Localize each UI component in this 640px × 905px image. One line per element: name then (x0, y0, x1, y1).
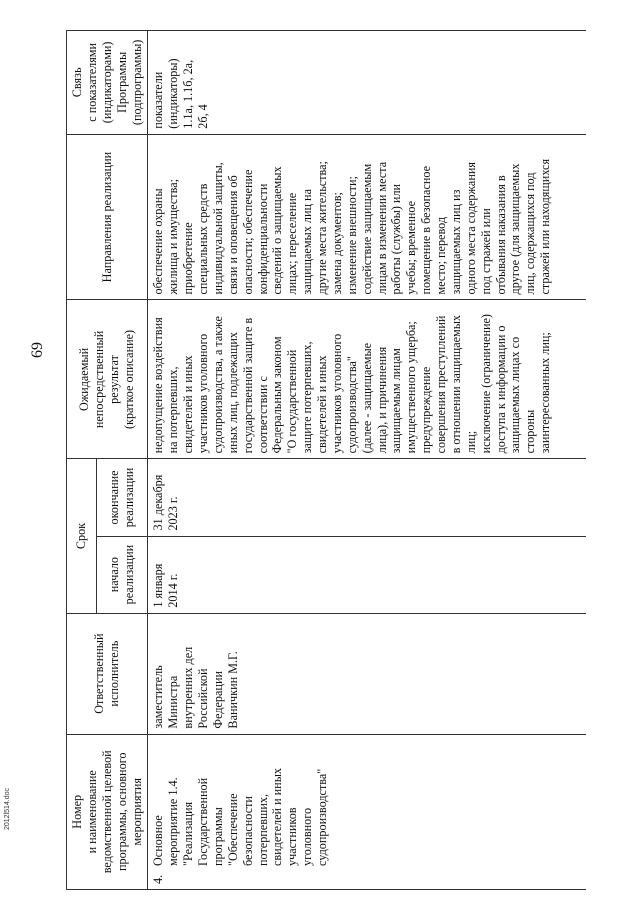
program-table (66, 30, 586, 890)
cell-start: 1 января 2014 г. (148, 536, 587, 613)
cell-link: показатели (индикаторы) 1.1а, 1.1б, 2а, 2б, 4 (148, 31, 587, 135)
header-number-name: Номер и наименование ведомственной целевой программы, основного мероприятия (67, 734, 148, 889)
cell-number-name (148, 734, 587, 889)
file-code: 2012l514.doc (4, 787, 11, 830)
header-row-1 (67, 31, 97, 890)
cell-executor: заместитель Министра внутренних дел Российской Федерации Ваничкин М.Г. (148, 613, 587, 734)
header-term-end: окончание реализации (97, 459, 148, 536)
cell-result: недопущение воздействия на потерпевших, свидетелей и иных участников уголовного судопроизводства, а также иных лиц, подлежащих государственной защите в соответствии с Федеральным законом "О государственной защите потерпевших, свидетелей и иных участников уголовного судопроизводства" (далее - защищаемые лица), и причинения защищаемым лицам имущественного ущерба; предупреждение совершения преступлений в отношении защищаемых лиц; исключение (ограничение) доступа к информации о защищаемых лицах со стороны заинтересованных лиц; (148, 300, 587, 459)
header-executor: Ответственный исполнитель (67, 613, 148, 734)
table-row (148, 31, 587, 890)
cell-directions: обеспечение охраны жилища и имущества; приобретение специальных средств индивидуальной защиты, связи и оповещения об опасности; обеспечение конфиденциальности сведений о защищаемых лицах; переселение защищаемых лиц на другие места жительства; замена документов; изменение внешности; содействие защищаемым лицам в изменении места работы (службы) или учебы; временное помещение в безопасное место; перевод защищаемых лиц из одного места содержания под стражей или отбывания наказания в другое (для защищаемых лиц, содержащихся под стражей или находящихся (148, 134, 587, 300)
page-number: 69 (29, 342, 46, 358)
header-link: Связь с показателями (индикаторами) Программы (подпрограммы) (67, 31, 148, 135)
header-term-start: начало реализации (97, 536, 148, 613)
header-result: Ожидаемый непосредственный результат (краткое описание) (67, 300, 148, 459)
rotated-table-container (66, 30, 636, 890)
header-directions: Направления реализации (67, 134, 148, 300)
cell-end: 31 декабря 2023 г. (148, 459, 587, 536)
row-number: 4. (151, 874, 166, 884)
row-name: Основное мероприятие 1.4. "Реализация Государственной программы "Обеспечение безопасности потерпевших, свидетелей и иных участников уголовного судопроизводства" (151, 768, 329, 866)
header-term: Срок (67, 459, 97, 613)
